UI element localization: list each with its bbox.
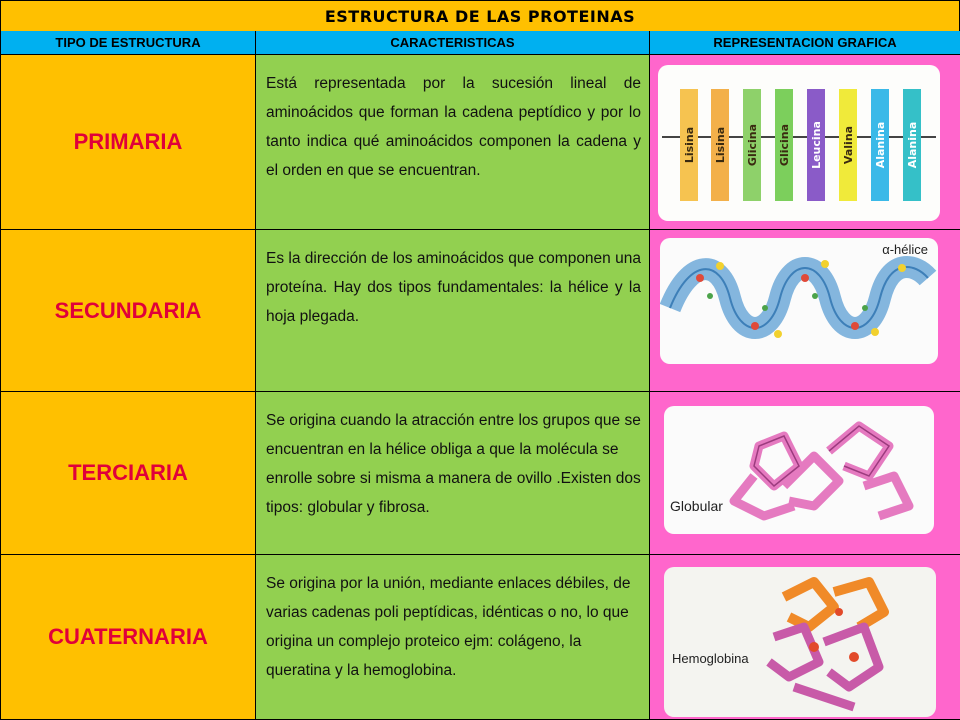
table-row	[0, 555, 960, 720]
hemoglobin-image	[664, 567, 936, 717]
globular-protein-image	[664, 406, 934, 534]
amino-label: Valina	[842, 125, 855, 165]
graphic-cell	[650, 392, 960, 555]
type-cell	[0, 230, 256, 392]
type-cell	[0, 55, 256, 230]
table-row	[0, 392, 960, 555]
type-label: CUATERNARIA	[48, 624, 208, 649]
header-caracteristicas: CARACTERISTICAS	[256, 31, 650, 55]
primary-structure-image	[658, 65, 940, 221]
amino-label: Glicina	[778, 123, 791, 167]
globular-label: Globular	[670, 498, 723, 514]
amino-label: Lisina	[683, 126, 696, 164]
hemoglobin-drawing	[664, 567, 936, 717]
description-text: Es la dirección de los aminoácidos que componen una proteína. Hay dos tipos fundamentales: la hélice y la hoja plegada.	[266, 250, 641, 325]
graphic-cell	[650, 55, 960, 230]
hemoglobin-label: Hemoglobina	[672, 651, 749, 666]
header-tipo: TIPO DE ESTRUCTURA	[0, 31, 256, 55]
table-title-row	[0, 0, 960, 32]
header-representacion: REPRESENTACION GRAFICA	[650, 31, 960, 55]
type-cell	[0, 555, 256, 720]
type-label: PRIMARIA	[73, 129, 183, 154]
table-row	[0, 230, 960, 392]
type-label: TERCIARIA	[68, 460, 188, 485]
table-title: ESTRUCTURA DE LAS PROTEINAS	[324, 6, 636, 26]
description-cell	[256, 230, 650, 392]
amino-label: Alanina	[874, 121, 887, 169]
description-cell	[256, 392, 650, 555]
amino-label: Alanina	[906, 121, 919, 169]
amino-label: Lisina	[714, 126, 727, 164]
graphic-cell	[650, 555, 960, 720]
description-text: Está representada por la sucesión lineal de aminoácidos que forman la cadena peptídico y por lo tanto indica qué aminoácidos componen la cadena y el orden en que se encuentran.	[266, 75, 641, 179]
amino-label: Leucina	[810, 121, 823, 169]
description-cell	[256, 55, 650, 230]
description-cell	[256, 555, 650, 720]
amino-label: Glicina	[746, 123, 759, 167]
alpha-helix-image	[660, 238, 938, 364]
type-label: SECUNDARIA	[54, 297, 202, 323]
amino-labels	[658, 65, 940, 221]
table-row	[0, 55, 960, 230]
graphic-cell	[650, 230, 960, 392]
type-cell	[0, 392, 256, 555]
description-text: Se origina por la unión, mediante enlaces débiles, de varias cadenas poli peptídicas, idénticas o no, lo que origina un complejo proteico ejm: colágeno, la queratina y la hemoglobina.	[266, 575, 631, 679]
description-text: Se origina cuando la atracción entre los grupos que se encuentran en la hélice obliga a que la molécula se enrolle sobre si misma a manera de ovillo .Existen dos tipos: globular y fibrosa.	[266, 412, 641, 516]
helix-label: α-hélice	[882, 242, 928, 257]
globular-drawing	[664, 406, 934, 534]
